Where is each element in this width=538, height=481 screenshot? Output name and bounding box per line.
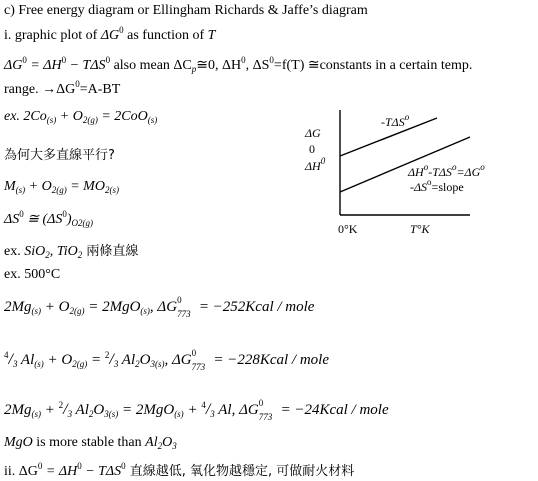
t: as function of (123, 28, 208, 43)
t: (s) (31, 306, 41, 316)
heading-text: c) Free energy diagram or Ellingham Richards & Jaffe’s diagram (4, 3, 368, 18)
t: 2(g) (72, 359, 88, 369)
t: 0 (19, 209, 24, 219)
t: + (41, 402, 59, 418)
t: ) (66, 212, 72, 227)
t: 3(s) (150, 359, 165, 369)
t: (s) (140, 306, 150, 316)
y-dh (305, 156, 325, 174)
t: =slope (431, 180, 464, 194)
t: o (423, 162, 429, 172)
t: 2 (77, 250, 83, 260)
line-range (4, 75, 120, 99)
t: range. →ΔG (4, 82, 76, 97)
section-heading (4, 2, 368, 20)
t: 2 (135, 359, 140, 369)
t: o (480, 162, 485, 172)
t: -TΔS (381, 115, 405, 129)
t: 0 (177, 295, 182, 305)
t: − TΔS (81, 464, 122, 479)
t: ex. 2Co (4, 109, 47, 124)
t: O (162, 435, 173, 450)
t: , ΔG (164, 352, 192, 368)
t: (s) (147, 115, 158, 125)
t: O2(g) (71, 218, 93, 228)
x-zero-label (338, 222, 357, 237)
t: = −24Kcal / mole (276, 402, 389, 418)
line-al-reaction (4, 346, 329, 373)
t: , ΔS (245, 58, 270, 73)
t: Al, ΔG (214, 402, 259, 418)
t: 兩條直線 (82, 244, 139, 259)
t: + O (25, 179, 52, 194)
t: 2 (58, 400, 64, 410)
t: ΔG (100, 28, 120, 43)
line-mg-reaction (4, 295, 315, 320)
t: 0 (121, 461, 126, 471)
t: (s) (34, 359, 44, 369)
x-t-label (410, 222, 429, 237)
t: 3 (172, 441, 177, 451)
t: / (205, 401, 211, 418)
t: = MO (66, 179, 105, 194)
t: = ΔH (26, 58, 62, 73)
t: 3(s) (104, 409, 119, 419)
t: ≅0, ΔH (196, 58, 242, 73)
t: Al (72, 402, 89, 418)
t: 4 (201, 400, 206, 410)
t: 2Mg (4, 299, 32, 315)
t: / (109, 351, 114, 368)
t: 3 (12, 359, 18, 369)
t: / (8, 351, 13, 368)
t: 0 (191, 348, 197, 358)
t: = −252Kcal / mole (195, 299, 315, 315)
t: Al (17, 352, 35, 368)
line-question (4, 147, 115, 165)
t: = 2CoO (97, 109, 148, 124)
line-entropy (4, 205, 93, 232)
t: o (451, 162, 457, 172)
t: 0 (75, 79, 80, 89)
t: − TΔS (66, 58, 106, 73)
line-cobalt-example (4, 108, 157, 129)
t: (s) (174, 409, 184, 419)
t: ΔS (4, 212, 20, 227)
free-energy-diagram (300, 110, 538, 240)
t: , ΔG (149, 299, 178, 315)
t: 0 (62, 209, 67, 219)
line-temp-example (4, 266, 60, 284)
t: ≅ (ΔS (23, 212, 63, 227)
t: SiO (24, 244, 46, 259)
line-conclusion (4, 457, 354, 481)
t: ex. 500°C (4, 267, 61, 282)
t: 3 (67, 409, 73, 419)
t: 4 (4, 350, 9, 360)
y-label (305, 126, 321, 141)
t: =f(T) ≅constants in a certain temp. (273, 58, 473, 73)
t: 0°K (338, 222, 358, 236)
t: 2(g) (82, 115, 98, 125)
t: is more stable than (32, 435, 146, 450)
t: 0 (119, 25, 124, 35)
t: ΔG (305, 126, 321, 140)
t: =ΔG (456, 165, 481, 179)
t: 2(s) (104, 185, 119, 195)
t: M (4, 179, 16, 194)
t: 773 (177, 309, 191, 319)
y-zero (309, 142, 315, 157)
t: + (183, 402, 202, 418)
t: 2 (88, 409, 94, 419)
line-metal-oxidation (4, 178, 119, 199)
t: 0 (309, 142, 315, 156)
line-gibbs-equation (4, 51, 472, 78)
t: + O (43, 352, 73, 368)
t: Al (118, 352, 136, 368)
t: = (87, 352, 105, 368)
t: 為何大多直線平行? (4, 148, 115, 163)
t: ii. ΔG (4, 464, 38, 479)
t: + O (56, 109, 83, 124)
t: , TiO (49, 244, 78, 259)
t: O (93, 402, 105, 418)
t: o (427, 177, 432, 187)
t: -ΔS (410, 180, 428, 194)
t: ΔG (4, 58, 23, 73)
t: ΔH (408, 165, 424, 179)
t: 0 (61, 55, 67, 65)
t: 2 (45, 250, 50, 260)
slope-label (410, 177, 464, 195)
t: =A-BT (79, 82, 121, 97)
top-line-label (381, 112, 409, 130)
t: = ΔH (42, 464, 78, 479)
line-si-ti-example (4, 243, 138, 264)
t: = 2MgO (118, 402, 175, 418)
line-graphic-plot (4, 21, 215, 45)
t: ex. (4, 244, 25, 259)
t: = 2MgO (84, 299, 141, 315)
t: 0 (258, 398, 264, 408)
t: 2(g) (51, 185, 67, 195)
t: 0 (241, 55, 246, 65)
t: 2 (104, 350, 110, 360)
t: 直線越低, 氧化物越穩定, 可做耐火材料 (125, 464, 355, 479)
t: 3 (210, 409, 215, 419)
t: (s) (31, 409, 41, 419)
line-mg-al-reaction (4, 396, 389, 423)
t: 0 (269, 55, 274, 65)
t: i. graphic plot of (4, 28, 101, 43)
t: also mean ΔC (110, 58, 192, 73)
t: 2(g) (69, 306, 85, 316)
t: Al (145, 435, 158, 450)
t: T°K (410, 222, 430, 236)
t: = −228Kcal / mole (209, 352, 330, 368)
t: 3 (113, 359, 119, 369)
t: p (191, 64, 197, 74)
t: (s) (15, 185, 26, 195)
t: T (207, 28, 216, 43)
t: 0 (77, 461, 82, 471)
t: 2Mg (4, 402, 32, 418)
t: o (404, 112, 410, 122)
t: 2 (157, 441, 163, 451)
t: -TΔS (428, 165, 452, 179)
t: + O (41, 299, 70, 315)
t: 0 (22, 55, 27, 65)
t: 0 (320, 156, 326, 166)
t: 0 (105, 55, 111, 65)
line-mgo-stability (4, 434, 177, 455)
t: O (139, 352, 151, 368)
t: 773 (191, 362, 206, 372)
t: 773 (258, 412, 273, 422)
t: / (63, 401, 68, 418)
t: MgO (4, 435, 33, 450)
t: ΔH (305, 159, 321, 173)
t: (s) (46, 115, 57, 125)
t: 0 (37, 461, 43, 471)
